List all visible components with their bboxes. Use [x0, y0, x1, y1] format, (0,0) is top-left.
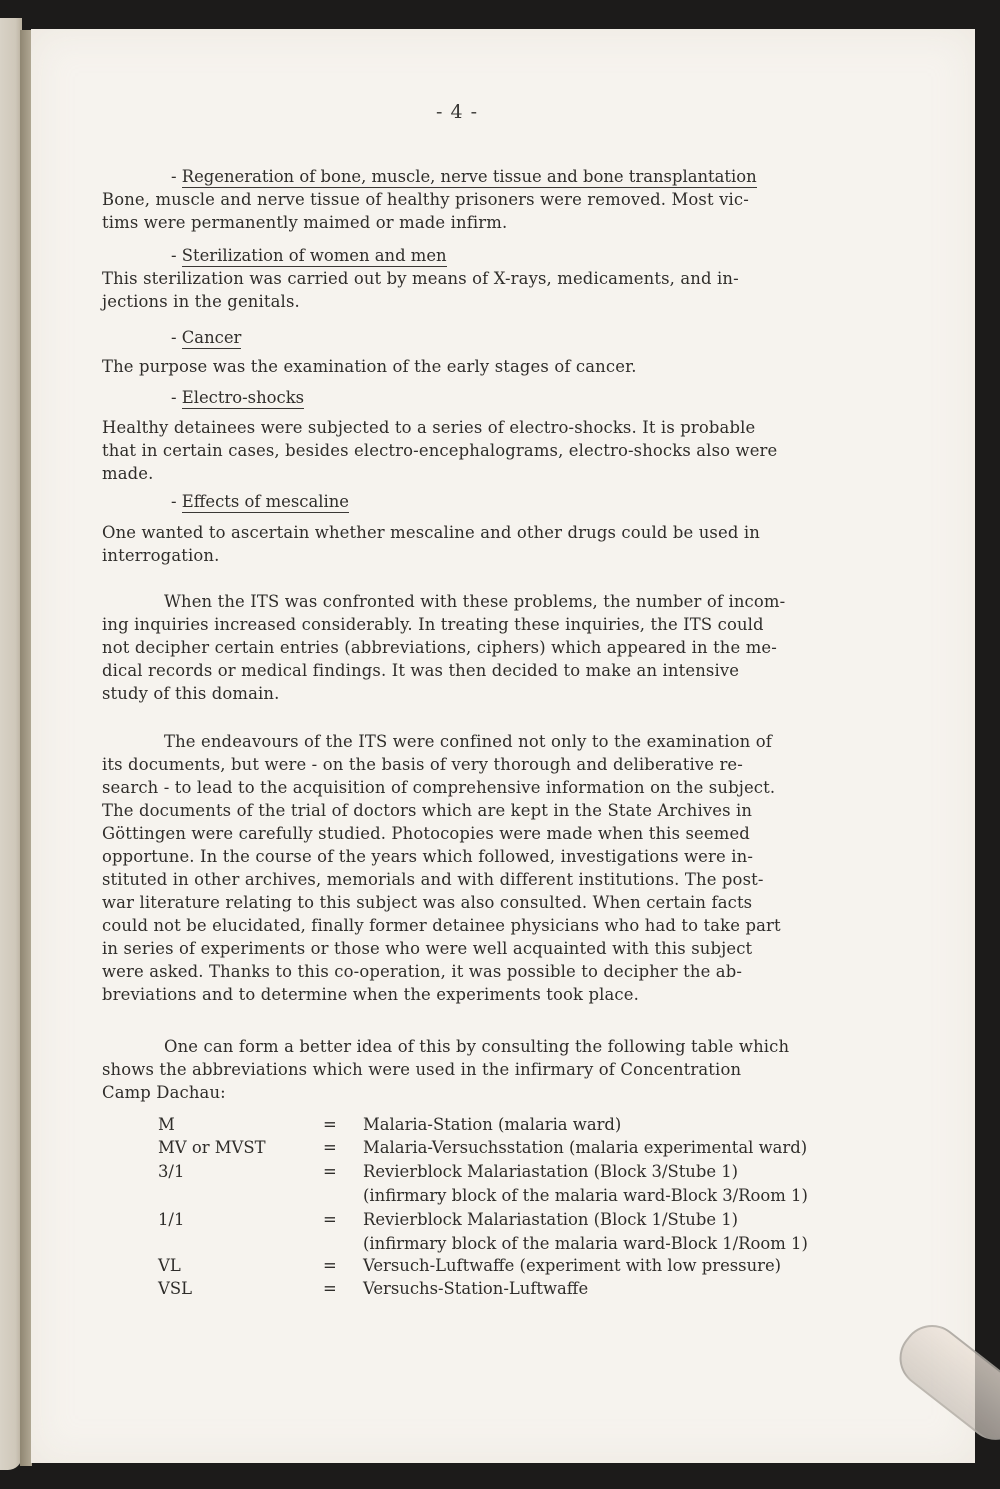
heading-text: Sterilization of women and men: [181, 246, 447, 265]
body-line: Bone, muscle and nerve tissue of healthy prisoners were removed. Most vic-: [102, 190, 749, 209]
paragraph-line: The documents of the trial of doctors which are kept in the State Archives in: [102, 801, 753, 820]
paragraph-line: search - to lead to the acquisition of comprehensive information on the subject.: [102, 778, 776, 797]
heading-bullet: -: [171, 246, 177, 265]
body-line: One wanted to ascertain whether mescaline and other drugs could be used in: [102, 523, 760, 542]
heading-bullet: -: [171, 492, 177, 511]
abbreviation-meaning: Revierblock Malariastation (Block 3/Stube 1): [363, 1162, 739, 1181]
paragraph-line: in series of experiments or those who were well acquainted with this subject: [102, 939, 753, 958]
paragraph-line: not decipher certain entries (abbreviations, ciphers) which appeared in the me-: [102, 638, 777, 657]
adjacent-page-spine: [0, 18, 22, 1470]
page-number: - 4 -: [436, 101, 479, 123]
section-heading-cancer: [171, 326, 241, 349]
abbreviation-meaning: Revierblock Malariastation (Block 1/Stube 1): [363, 1210, 739, 1229]
abbreviation-code: 3/1: [158, 1162, 185, 1181]
paragraph-line: ing inquiries increased considerably. In treating these inquiries, the ITS could: [102, 615, 764, 634]
heading-text: Cancer: [181, 328, 242, 347]
paragraph-line: dical records or medical findings. It was then decided to make an intensive: [102, 661, 740, 680]
paragraph-line: opportune. In the course of the years which followed, investigations were in-: [102, 847, 754, 866]
body-line: that in certain cases, besides electro-encephalograms, electro-shocks also were: [102, 441, 778, 460]
body-line: This sterilization was carried out by means of X-rays, medicaments, and in-: [102, 269, 739, 288]
body-line: jections in the genitals.: [102, 292, 300, 311]
paragraph-line: Camp Dachau:: [102, 1083, 226, 1102]
heading-bullet: -: [171, 167, 177, 186]
equals-sign: =: [323, 1210, 337, 1229]
abbreviation-meaning-translation: (infirmary block of the malaria ward-Block 1/Room 1): [363, 1234, 808, 1253]
abbreviation-code: MV or MVST: [158, 1138, 266, 1157]
equals-sign: =: [323, 1138, 337, 1157]
abbreviation-meaning: Malaria-Station (malaria ward): [363, 1115, 622, 1134]
abbreviation-code: M: [158, 1115, 175, 1134]
abbreviation-meaning: Versuch-Luftwaffe (experiment with low pressure): [363, 1256, 782, 1275]
abbreviation-code: VSL: [158, 1279, 192, 1298]
heading-text: Electro-shocks: [181, 388, 305, 407]
equals-sign: =: [323, 1256, 337, 1275]
section-heading-sterilization: [171, 244, 447, 267]
abbreviation-meaning-translation: (infirmary block of the malaria ward-Block 3/Room 1): [363, 1186, 808, 1205]
section-heading-regeneration: [171, 165, 757, 188]
document-page: [31, 29, 975, 1463]
heading-bullet: -: [171, 328, 177, 347]
paragraph-line: One can form a better idea of this by consulting the following table which: [164, 1037, 790, 1056]
paragraph-line: were asked. Thanks to this co-operation, it was possible to decipher the ab-: [102, 962, 743, 981]
body-line: interrogation.: [102, 546, 220, 565]
body-line: tims were permanently maimed or made infirm.: [102, 213, 508, 232]
paragraph-line: its documents, but were - on the basis of very thorough and deliberative re-: [102, 755, 743, 774]
heading-text: Regeneration of bone, muscle, nerve tissue and bone transplantation: [181, 167, 757, 186]
paragraph-line: breviations and to determine when the experiments took place.: [102, 985, 639, 1004]
section-heading-electro-shocks: [171, 386, 304, 409]
body-line: The purpose was the examination of the early stages of cancer.: [102, 357, 637, 376]
paragraph-line: stituted in other archives, memorials and with different institutions. The post-: [102, 870, 764, 889]
abbreviation-code: VL: [158, 1256, 181, 1275]
section-heading-mescaline: [171, 490, 349, 513]
heading-bullet: -: [171, 388, 177, 407]
paragraph-line: Göttingen were carefully studied. Photocopies were made when this seemed: [102, 824, 750, 843]
paragraph-line: shows the abbreviations which were used in the infirmary of Concentration: [102, 1060, 742, 1079]
paragraph-line: war literature relating to this subject was also consulted. When certain facts: [102, 893, 753, 912]
paragraph-line: study of this domain.: [102, 684, 280, 703]
equals-sign: =: [323, 1115, 337, 1134]
heading-text: Effects of mescaline: [181, 492, 349, 511]
body-line: made.: [102, 464, 154, 483]
abbreviation-code: 1/1: [158, 1210, 185, 1229]
abbreviation-meaning: Versuchs-Station-Luftwaffe: [363, 1279, 589, 1298]
paragraph-line: The endeavours of the ITS were confined not only to the examination of: [164, 732, 772, 751]
equals-sign: =: [323, 1162, 337, 1181]
body-line: Healthy detainees were subjected to a series of electro-shocks. It is probable: [102, 418, 756, 437]
paragraph-line: could not be elucidated, finally former detainee physicians who had to take part: [102, 916, 781, 935]
equals-sign: =: [323, 1279, 337, 1298]
paragraph-line: When the ITS was confronted with these problems, the number of incom-: [164, 592, 786, 611]
abbreviation-meaning: Malaria-Versuchsstation (malaria experimental ward): [363, 1138, 808, 1157]
